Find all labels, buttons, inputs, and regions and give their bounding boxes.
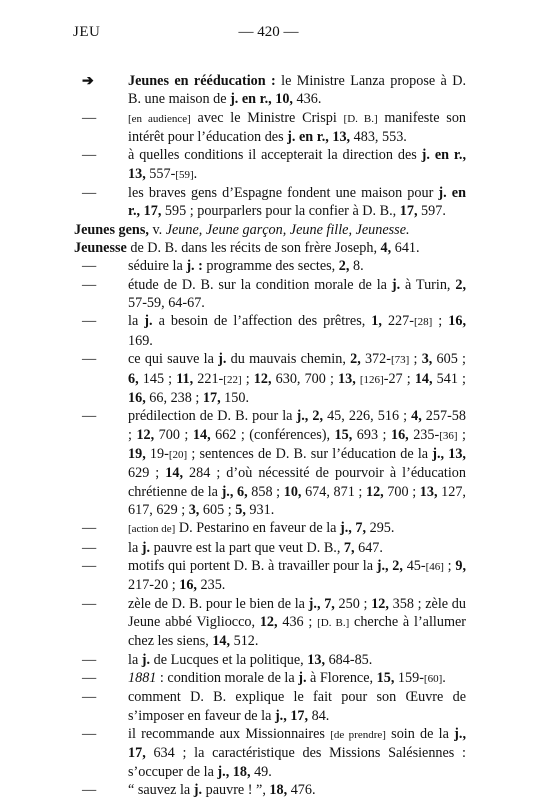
dash-marker: — [82, 408, 97, 425]
index-headword-entry: Jeunesse de D. B. dans les récits de son frère Joseph, 4, 641. [74, 240, 420, 257]
index-subentry: — [en audience] avec le Ministre Crispi [D. B.] manifeste son intérêt pour l’éducation des j. en r., 13, 483, 553. [82, 109, 467, 146]
index-subentry: — comment D. B. explique le fait pour son Œuvre de s’imposer en faveur de la j., 17, 84. [82, 689, 466, 724]
index-entries [74, 72, 466, 799]
dash-marker: — [82, 689, 97, 706]
dash-marker: — [82, 185, 97, 202]
dash-marker: — [82, 595, 97, 612]
index-subentry: ➔ Jeunes en rééducation : le Ministre Lanza propose à D. B. une maison de j. en r., 10, 436. [82, 73, 466, 108]
index-subentry: — 1881 : condition morale de la j. à Florence, 15, 159-[60]. [82, 670, 446, 686]
index-subentry: — la j. de Lucques et la politique, 13, 684-85. [82, 651, 373, 668]
dash-marker: — [82, 539, 97, 556]
dash-marker: — [82, 109, 97, 126]
dash-marker: — [82, 147, 97, 164]
index-subentry: — [action de] D. Pestarino en faveur de la j., 7, 295. [82, 520, 395, 537]
index-subentry: — “ sauvez la j. pauvre ! ”, 18, 476. [82, 782, 316, 799]
dash-marker: — [82, 351, 97, 368]
dash-marker: — [82, 670, 97, 686]
index-subentry: — ce qui sauve la j. du mauvais chemin, 2, 372-[73] ; 3, 605 ; 6, 145 ; 11, 221-[22] ; 12, 630, 700 ; 13, [126]-27 ; 14, 541 ; 16, 66, 238 ; 17, 150. [82, 351, 466, 406]
dash-marker: — [82, 258, 97, 275]
index-subentry: — zèle de D. B. pour le bien de la j., 7, 250 ; 12, 358 ; zèle du Jeune abbé Vigliocco, 12, 436 ; [D. B.] cherche à l’allumer chez les siens, 14, 512. [82, 595, 466, 650]
index-subentry: — la j. a besoin de l’affection des prêtres, 1, 227-[28] ; 16, 169. [82, 313, 466, 349]
page-number: — 420 — [238, 24, 299, 40]
dash-marker: — [82, 726, 97, 743]
index-subentry: — les braves gens d’Espagne fondent une maison pour j. en r., 17, 595 ; pourparlers pour la confier à D. B., 17, 597. [82, 185, 466, 220]
index-subentry: — séduire la j. : programme des sectes, 2, 8. [82, 258, 364, 275]
dash-marker: — [82, 276, 97, 293]
dash-marker: — [82, 313, 97, 330]
index-headword-entry: Jeunes gens, v. Jeune, Jeune garçon, Jeune fille, Jeunesse. [74, 221, 410, 238]
dash-marker: — [82, 557, 97, 574]
dash-marker: — [82, 782, 97, 799]
dash-marker: — [82, 651, 97, 668]
index-subentry: — la j. pauvre est la part que veut D. B., 7, 647. [82, 539, 383, 556]
index-subentry: — il recommande aux Missionnaires [de prendre] soin de la j., 17, 634 ; la caractéristique des Missions Salésiennes : s’occuper de la j., 18, 49. [82, 726, 466, 780]
index-subentry: — motifs qui portent D. B. à travailler pour la j., 2, 45-[46] ; 9, 217-20 ; 16, 235. [82, 557, 466, 594]
index-subentry: — étude de D. B. sur la condition morale de la j. à Turin, 2, 57-59, 64-67. [82, 276, 466, 312]
index-subentry: — prédilection de D. B. pour la j., 2, 45, 226, 516 ; 4, 257-58 ; 12, 700 ; 14, 662 ; (conférences), 15, 693 ; 16, 235-[36] ; 19, 19-[20] ; sentences de D. B. sur l’éducation de la j., 13, 629 ; 14, 284 ; d’où nécessité de pourvoir à l’éducation chrétienne de la j., 6, 858 ; 10, 674, 871 ; 12, 700 ; 13, 127, 617, 629 ; 3, 605 ; 5, 931. [82, 408, 466, 518]
index-subentry: — à quelles conditions il accepterait la direction des j. en r., 13, 557-[59]. [82, 147, 467, 182]
arrow-icon: ➔ [82, 73, 94, 89]
dash-marker: — [82, 520, 97, 537]
page-header [0, 14, 537, 40]
running-head: JEU [73, 24, 101, 40]
